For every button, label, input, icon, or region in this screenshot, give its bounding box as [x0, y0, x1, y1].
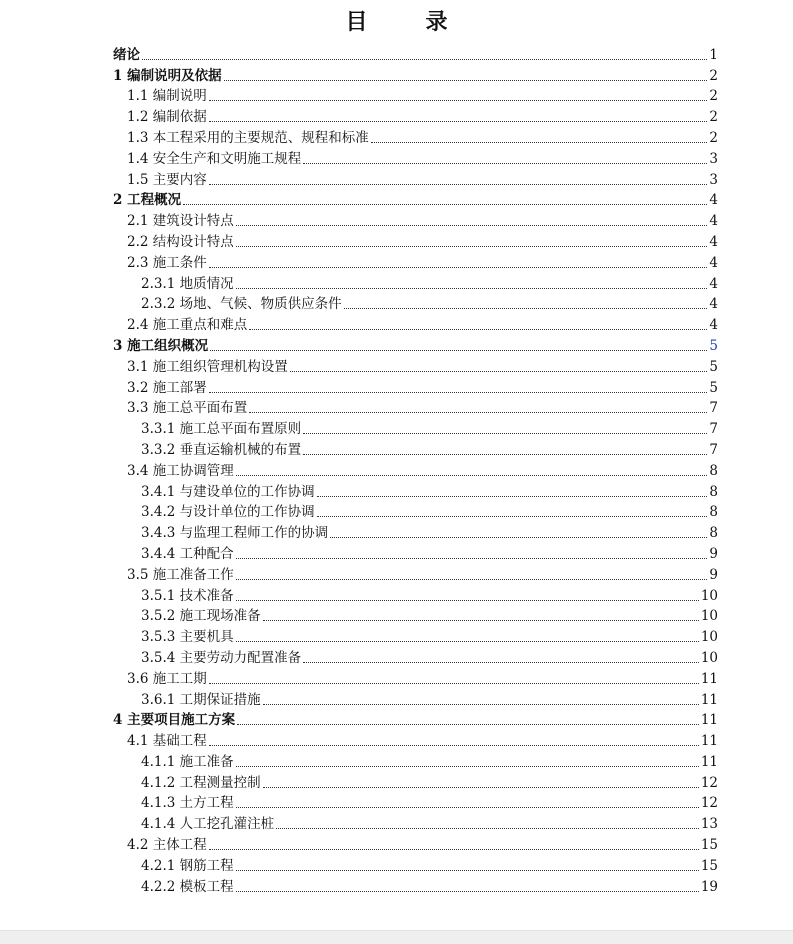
toc-entry-page-number: 19 [700, 878, 718, 895]
toc-entry-label: 3.5.3 主要机具 [141, 629, 234, 646]
toc-entry[interactable] [113, 729, 718, 750]
toc-entry-page-number: 2 [709, 67, 718, 84]
dot-leader [236, 765, 699, 767]
toc-entry[interactable] [113, 584, 718, 605]
toc-entry-page-number: 5 [709, 358, 718, 375]
dot-leader [344, 307, 708, 309]
dot-leader [276, 827, 699, 829]
dot-leader [142, 58, 707, 60]
toc-entry-label: 1.4 安全生产和文明施工规程 [127, 150, 302, 167]
toc-entry-page-number: 8 [709, 483, 718, 500]
toc-entry-page-number: 10 [700, 608, 718, 625]
dot-leader [209, 744, 699, 746]
toc-entry[interactable] [113, 480, 718, 501]
toc-entry[interactable] [113, 293, 718, 314]
dot-leader [263, 619, 699, 621]
toc-entry[interactable] [113, 542, 718, 563]
toc-entry[interactable] [113, 646, 718, 667]
toc-entry-label: 3.1 施工组织管理机构设置 [127, 358, 288, 375]
toc-entry[interactable] [113, 709, 718, 730]
toc-entry-label: 4.2.1 钢筋工程 [141, 857, 234, 874]
toc-entry-label: 3.4.4 工种配合 [141, 545, 234, 562]
toc-entry-page-number: 5 [709, 337, 718, 354]
toc-entry-label: 4.1.2 工程测量控制 [141, 774, 261, 791]
toc-entry[interactable] [113, 355, 718, 376]
toc-entry-page-number: 11 [700, 670, 718, 687]
toc-entry-page-number: 13 [700, 816, 718, 833]
toc-entry[interactable] [113, 459, 718, 480]
toc-entry-label: 4.1.1 施工准备 [141, 753, 234, 770]
toc-entry-label: 2.3.1 地质情况 [141, 275, 234, 292]
dot-leader [303, 162, 707, 164]
toc-entry[interactable] [113, 251, 718, 272]
toc-entry-label: 3.4.1 与建设单位的工作协调 [141, 483, 315, 500]
toc-entry[interactable] [113, 833, 718, 854]
toc-entry-label: 4.2 主体工程 [127, 837, 207, 854]
toc-entry[interactable] [113, 792, 718, 813]
toc-entry[interactable] [113, 64, 718, 85]
toc-entry[interactable] [113, 147, 718, 168]
toc-entry-page-number: 5 [709, 379, 718, 396]
dot-leader [209, 391, 708, 393]
toc-entry-label: 3.4.3 与监理工程师工作的协调 [141, 525, 329, 542]
toc-entry-label: 3.2 施工部署 [127, 379, 207, 396]
dot-leader [209, 120, 708, 122]
dot-leader [209, 266, 708, 268]
toc-entry-label: 3.4 施工协调管理 [127, 462, 234, 479]
dot-leader [237, 723, 699, 725]
toc-entry-label: 1.3 本工程采用的主要规范、规程和标准 [127, 129, 369, 146]
toc-entry-label: 1 编制说明及依据 [113, 67, 222, 84]
toc-entry[interactable] [113, 189, 718, 210]
toc-entry[interactable] [113, 397, 718, 418]
toc-entry[interactable] [113, 750, 718, 771]
toc-entry-label: 2 工程概况 [113, 192, 182, 209]
toc-entry-page-number: 4 [709, 296, 718, 313]
toc-entry-label: 3.6.1 工期保证措施 [141, 691, 261, 708]
toc-entry[interactable] [113, 563, 718, 584]
toc-entry[interactable] [113, 812, 718, 833]
dot-leader [236, 224, 708, 226]
dot-leader [209, 99, 708, 101]
toc-entry[interactable] [113, 105, 718, 126]
toc-entry-label: 4.1.3 土方工程 [141, 795, 234, 812]
dot-leader [236, 869, 699, 871]
dot-leader [224, 79, 708, 81]
page-title: 目 录 [345, 10, 466, 35]
dot-leader [236, 890, 699, 892]
dot-leader [249, 328, 707, 330]
toc-entry-label: 4.1.4 人工挖孔灌注桩 [141, 816, 275, 833]
toc-entry-label: 绪论 [113, 46, 140, 63]
toc-entry-label: 1.2 编制依据 [127, 109, 207, 126]
dot-leader [263, 703, 699, 705]
toc-entry[interactable] [113, 168, 718, 189]
toc-entry-page-number: 15 [700, 837, 718, 854]
toc-entry-label: 3.5 施工准备工作 [127, 566, 234, 583]
dot-leader [210, 349, 707, 351]
toc-entry[interactable] [113, 771, 718, 792]
toc-entry[interactable] [113, 43, 718, 64]
dot-leader [303, 453, 707, 455]
dot-leader [236, 806, 699, 808]
toc-entry-label: 3 施工组织概况 [113, 337, 209, 354]
toc-entry[interactable] [113, 438, 718, 459]
toc-entry-page-number: 3 [709, 150, 718, 167]
toc-entry-page-number: 4 [709, 213, 718, 230]
toc-entry-page-number: 4 [709, 254, 718, 271]
toc-entry[interactable] [113, 230, 718, 251]
dot-leader [303, 661, 699, 663]
toc-entry-page-number: 4 [709, 233, 718, 250]
toc-entry-label: 2.3 施工条件 [127, 254, 207, 271]
toc-entry[interactable] [113, 605, 718, 626]
toc-entry-page-number: 4 [709, 317, 718, 334]
toc-entry-page-number: 15 [700, 857, 718, 874]
toc-entry-page-number: 7 [709, 421, 718, 438]
dot-leader [290, 370, 708, 372]
toc-entry[interactable] [113, 334, 718, 355]
toc-entry-page-number: 11 [700, 753, 718, 770]
toc-entry-page-number: 8 [709, 504, 718, 521]
dot-leader [209, 848, 699, 850]
toc-entry-label: 3.6 施工工期 [127, 670, 207, 687]
toc-entry-page-number: 4 [709, 192, 718, 209]
dot-leader [236, 640, 699, 642]
toc-entry-page-number: 7 [709, 400, 718, 417]
toc-entry-page-number: 10 [700, 649, 718, 666]
toc-entry-page-number: 11 [700, 691, 718, 708]
viewer-bottom-strip [0, 930, 793, 944]
toc-entry-page-number: 4 [709, 275, 718, 292]
toc-entry-label: 1.1 编制说明 [127, 88, 207, 105]
toc-entry[interactable] [113, 667, 718, 688]
dot-leader [330, 536, 707, 538]
dot-leader [263, 786, 699, 788]
toc-entry-label: 4 主要项目施工方案 [113, 712, 236, 729]
toc-entry-page-number: 11 [700, 712, 718, 729]
toc-entry-page-number: 2 [709, 88, 718, 105]
toc-entry-page-number: 12 [700, 774, 718, 791]
toc-entry-label: 3.5.1 技术准备 [141, 587, 234, 604]
toc-entry[interactable] [113, 688, 718, 709]
toc-entry-label: 3.3 施工总平面布置 [127, 400, 248, 417]
toc-entry-label: 4.1 基础工程 [127, 733, 207, 750]
toc-entry-page-number: 9 [709, 545, 718, 562]
toc-entry[interactable] [113, 854, 718, 875]
dot-leader [317, 495, 708, 497]
toc-entry-page-number: 3 [709, 171, 718, 188]
toc-entry[interactable] [113, 209, 718, 230]
toc-entry[interactable] [113, 126, 718, 147]
toc-entry-page-number: 8 [709, 462, 718, 479]
dot-leader [236, 599, 699, 601]
toc-entry[interactable] [113, 313, 718, 334]
toc-entry-page-number: 8 [709, 525, 718, 542]
toc-entry-label: 2.4 施工重点和难点 [127, 317, 248, 334]
toc-entry-page-number: 9 [709, 566, 718, 583]
toc-entry-label: 4.2.2 模板工程 [141, 878, 234, 895]
toc-entry-page-number: 11 [700, 733, 718, 750]
toc-entry-label: 3.3.2 垂直运输机械的布置 [141, 441, 302, 458]
table-of-contents [113, 43, 718, 896]
dot-leader [236, 287, 708, 289]
toc-entry-page-number: 2 [709, 129, 718, 146]
toc-entry-label: 3.5.4 主要劳动力配置准备 [141, 649, 302, 666]
toc-entry[interactable] [113, 875, 718, 896]
toc-entry[interactable] [113, 417, 718, 438]
toc-entry[interactable] [113, 376, 718, 397]
dot-leader [236, 474, 708, 476]
toc-entry-page-number: 7 [709, 441, 718, 458]
toc-entry-label: 3.3.1 施工总平面布置原则 [141, 421, 302, 438]
toc-entry[interactable] [113, 521, 718, 542]
dot-leader [236, 578, 708, 580]
dot-leader [236, 245, 708, 247]
toc-entry[interactable] [113, 625, 718, 646]
toc-entry-label: 3.4.2 与设计单位的工作协调 [141, 504, 315, 521]
toc-entry-label: 1.5 主要内容 [127, 171, 207, 188]
toc-entry-page-number: 1 [709, 46, 718, 63]
toc-entry[interactable] [113, 85, 718, 106]
dot-leader [236, 557, 708, 559]
dot-leader [209, 183, 708, 185]
toc-entry-page-number: 10 [700, 629, 718, 646]
toc-entry-label: 2.2 结构设计特点 [127, 233, 234, 250]
toc-entry[interactable] [113, 501, 718, 522]
toc-entry-page-number: 10 [700, 587, 718, 604]
dot-leader [249, 411, 707, 413]
toc-entry-label: 2.3.2 场地、气候、物质供应条件 [141, 296, 342, 313]
toc-entry-label: 3.5.2 施工现场准备 [141, 608, 261, 625]
toc-entry-page-number: 12 [700, 795, 718, 812]
toc-entry[interactable] [113, 272, 718, 293]
dot-leader [183, 203, 707, 205]
toc-entry-page-number: 2 [709, 109, 718, 126]
toc-entry-label: 2.1 建筑设计特点 [127, 213, 234, 230]
dot-leader [209, 682, 699, 684]
dot-leader [303, 432, 707, 434]
dot-leader [371, 141, 708, 143]
dot-leader [317, 515, 708, 517]
